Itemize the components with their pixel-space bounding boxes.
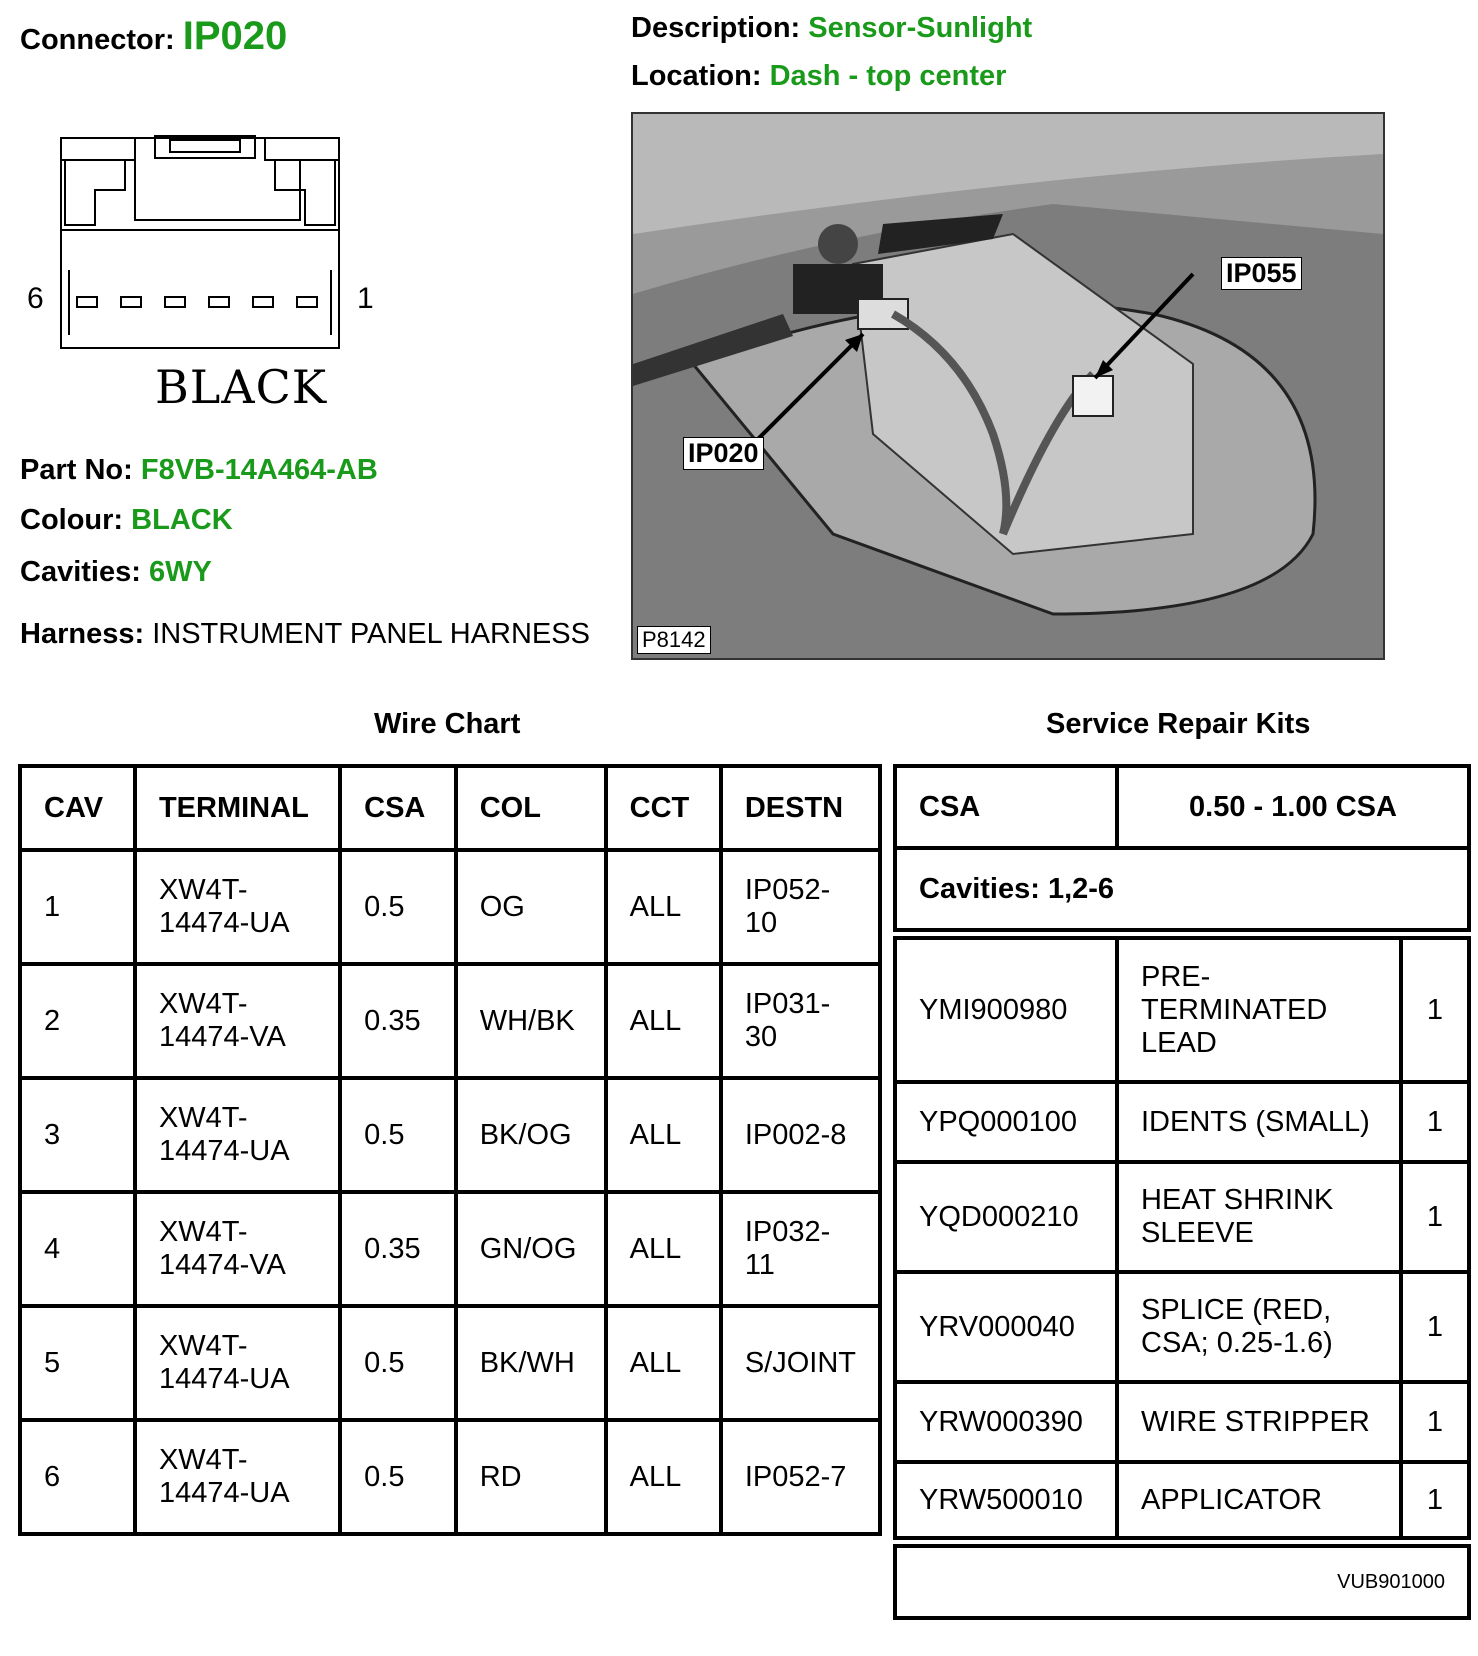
repair-kits-items-table	[893, 936, 1471, 1540]
cell-col: RD	[456, 1420, 606, 1534]
location-value: Dash - top center	[769, 60, 1007, 92]
cell-terminal	[135, 1306, 340, 1420]
kit-desc-a: HEAT SHRINK	[1141, 1184, 1334, 1216]
destn-part-a: IP052-	[744, 874, 831, 906]
list-item	[895, 1272, 1469, 1382]
header-destn: DESTN	[721, 766, 880, 850]
callout-ip020: IP020	[683, 437, 764, 470]
terminal-part-a: XW4T-	[158, 874, 248, 906]
cell-col: WH/BK	[456, 964, 606, 1078]
cell-csa: 0.5	[340, 1306, 456, 1420]
kit-qty: 1	[1401, 938, 1469, 1082]
pin-label-right: 1	[357, 282, 374, 315]
destn-part-b: 10	[744, 907, 778, 939]
table-row	[20, 850, 880, 964]
kit-code: YQD000210	[895, 1162, 1117, 1272]
cell-csa: 0.5	[340, 1078, 456, 1192]
terminal-part-a: XW4T-	[158, 1102, 248, 1134]
kit-code: YRW500010	[895, 1462, 1117, 1538]
cell-col: BK/WH	[456, 1306, 606, 1420]
cell-cav: 1	[20, 850, 135, 964]
harness-value: INSTRUMENT PANEL HARNESS	[152, 618, 590, 650]
location-line	[631, 60, 1006, 93]
cell-destn	[721, 964, 880, 1078]
list-item	[895, 1462, 1469, 1538]
table-row	[20, 1192, 880, 1306]
terminal-part-a: XW4T-	[158, 988, 248, 1020]
kit-qty: 1	[1401, 1162, 1469, 1272]
cell-cav: 5	[20, 1306, 135, 1420]
cell-terminal	[135, 1420, 340, 1534]
harness-line	[20, 618, 590, 651]
kit-code: YMI900980	[895, 938, 1117, 1082]
dashboard-illustration	[633, 114, 1383, 658]
terminal-part-b: 14474-UA	[158, 907, 290, 939]
colour-line	[20, 504, 233, 537]
wire-chart-title: Wire Chart	[374, 708, 521, 740]
kit-code: YRW000390	[895, 1382, 1117, 1462]
header-csa: CSA	[340, 766, 456, 850]
connector-id: IP020	[182, 14, 288, 58]
header-col: COL	[456, 766, 606, 850]
table-row	[20, 1306, 880, 1420]
cell-cct: ALL	[606, 1420, 721, 1534]
kit-cavities-caption: Cavities: 1,2-6	[895, 848, 1469, 930]
header-cav: CAV	[20, 766, 135, 850]
kit-description	[1117, 1272, 1401, 1382]
pin-label-left: 6	[27, 282, 44, 315]
description-line	[631, 12, 1032, 45]
cell-col: OG	[456, 850, 606, 964]
cell-cct: ALL	[606, 1306, 721, 1420]
kit-code: YPQ000100	[895, 1082, 1117, 1162]
cell-csa: 0.35	[340, 964, 456, 1078]
repair-kits-panel	[893, 764, 1471, 1652]
terminal-part-a: XW4T-	[158, 1444, 248, 1476]
cavities-label: Cavities:	[20, 556, 141, 588]
kit-desc-c: LEAD	[1141, 1026, 1217, 1059]
harness-label: Harness:	[20, 618, 145, 650]
colour-label: Colour:	[20, 504, 124, 536]
kit-description	[1117, 1162, 1401, 1272]
colour-value: BLACK	[131, 504, 233, 536]
description-value: Sensor-Sunlight	[808, 12, 1033, 44]
repair-kits-csa-table	[893, 764, 1471, 932]
part-no-value: F8VB-14A464-AB	[140, 454, 378, 486]
terminal-part-b: 14474-UA	[158, 1135, 290, 1167]
cell-cct: ALL	[606, 850, 721, 964]
kit-qty: 1	[1401, 1082, 1469, 1162]
wire-chart-header-row	[20, 766, 880, 850]
cell-cct: ALL	[606, 1078, 721, 1192]
kit-description	[1117, 938, 1401, 1082]
connector-heading	[20, 14, 287, 59]
terminal-part-b: 14474-UA	[158, 1363, 290, 1395]
repair-kits-footer-table	[893, 1544, 1471, 1620]
destn-part-a: IP031-	[744, 988, 831, 1020]
cell-cct: ALL	[606, 1192, 721, 1306]
cell-col: BK/OG	[456, 1078, 606, 1192]
list-item	[895, 1382, 1469, 1462]
kit-desc-b: TERMINATED	[1141, 993, 1328, 1026]
kit-description: IDENTS (SMALL)	[1117, 1082, 1401, 1162]
cell-cav: 4	[20, 1192, 135, 1306]
cell-terminal	[135, 1192, 340, 1306]
destn-part-b: 30	[744, 1021, 778, 1053]
cell-terminal	[135, 964, 340, 1078]
cell-destn	[721, 1192, 880, 1306]
terminal-part-b: 14474-UA	[158, 1477, 290, 1509]
callout-ip055: IP055	[1221, 257, 1302, 290]
cell-destn: S/JOINT	[721, 1306, 880, 1420]
kit-description: APPLICATOR	[1117, 1462, 1401, 1538]
repair-kits-title: Service Repair Kits	[1046, 708, 1311, 740]
kit-qty: 1	[1401, 1462, 1469, 1538]
location-label: Location:	[631, 60, 762, 92]
part-no-label: Part No:	[20, 454, 133, 486]
table-row	[20, 964, 880, 1078]
kit-desc-b: CSA; 0.25-1.6)	[1141, 1327, 1333, 1359]
list-item	[895, 938, 1469, 1082]
kit-footer-ref: VUB901000	[895, 1546, 1469, 1618]
cell-terminal	[135, 1078, 340, 1192]
cavities-line	[20, 556, 212, 589]
cell-csa: 0.5	[340, 850, 456, 964]
kit-code: YRV000040	[895, 1272, 1117, 1382]
connector-face-diagram	[25, 130, 415, 430]
destn-part-a: IP032-	[744, 1216, 831, 1248]
kit-description: WIRE STRIPPER	[1117, 1382, 1401, 1462]
cell-cct: ALL	[606, 964, 721, 1078]
wire-chart-table	[18, 764, 882, 1536]
kit-desc-b: SLEEVE	[1141, 1217, 1254, 1249]
cell-terminal	[135, 850, 340, 964]
figure-id: P8142	[637, 626, 711, 654]
terminal-part-a: XW4T-	[158, 1216, 248, 1248]
cell-csa: 0.35	[340, 1192, 456, 1306]
table-row	[20, 1078, 880, 1192]
connector-outline	[25, 130, 415, 360]
terminal-part-a: XW4T-	[158, 1330, 248, 1362]
cavities-value: 6WY	[148, 556, 212, 588]
terminal-part-b: 14474-VA	[158, 1021, 286, 1053]
kit-csa-label: CSA	[895, 766, 1117, 848]
part-no-line	[20, 454, 378, 487]
list-item	[895, 1162, 1469, 1272]
kit-desc-a: SPLICE (RED,	[1141, 1294, 1332, 1326]
list-item	[895, 1082, 1469, 1162]
header-terminal: TERMINAL	[135, 766, 340, 850]
location-photo	[631, 112, 1385, 660]
header-cct: CCT	[606, 766, 721, 850]
cell-cav: 2	[20, 964, 135, 1078]
terminal-part-b: 14474-VA	[158, 1249, 286, 1281]
cell-cav: 3	[20, 1078, 135, 1192]
cell-destn	[721, 850, 880, 964]
connector-colour-caption: BLACK	[155, 360, 328, 414]
cell-destn: IP052-7	[721, 1420, 880, 1534]
connector-label: Connector:	[20, 24, 175, 56]
cell-destn: IP002-8	[721, 1078, 880, 1192]
kit-qty: 1	[1401, 1272, 1469, 1382]
kit-desc-a: PRE-	[1141, 960, 1211, 993]
cell-col: GN/OG	[456, 1192, 606, 1306]
description-label: Description:	[631, 12, 801, 44]
destn-part-b: 11	[744, 1249, 775, 1281]
kit-qty: 1	[1401, 1382, 1469, 1462]
cell-csa: 0.5	[340, 1420, 456, 1534]
table-row	[20, 1420, 880, 1534]
kit-csa-range: 0.50 - 1.00 CSA	[1117, 766, 1469, 848]
cell-cav: 6	[20, 1420, 135, 1534]
